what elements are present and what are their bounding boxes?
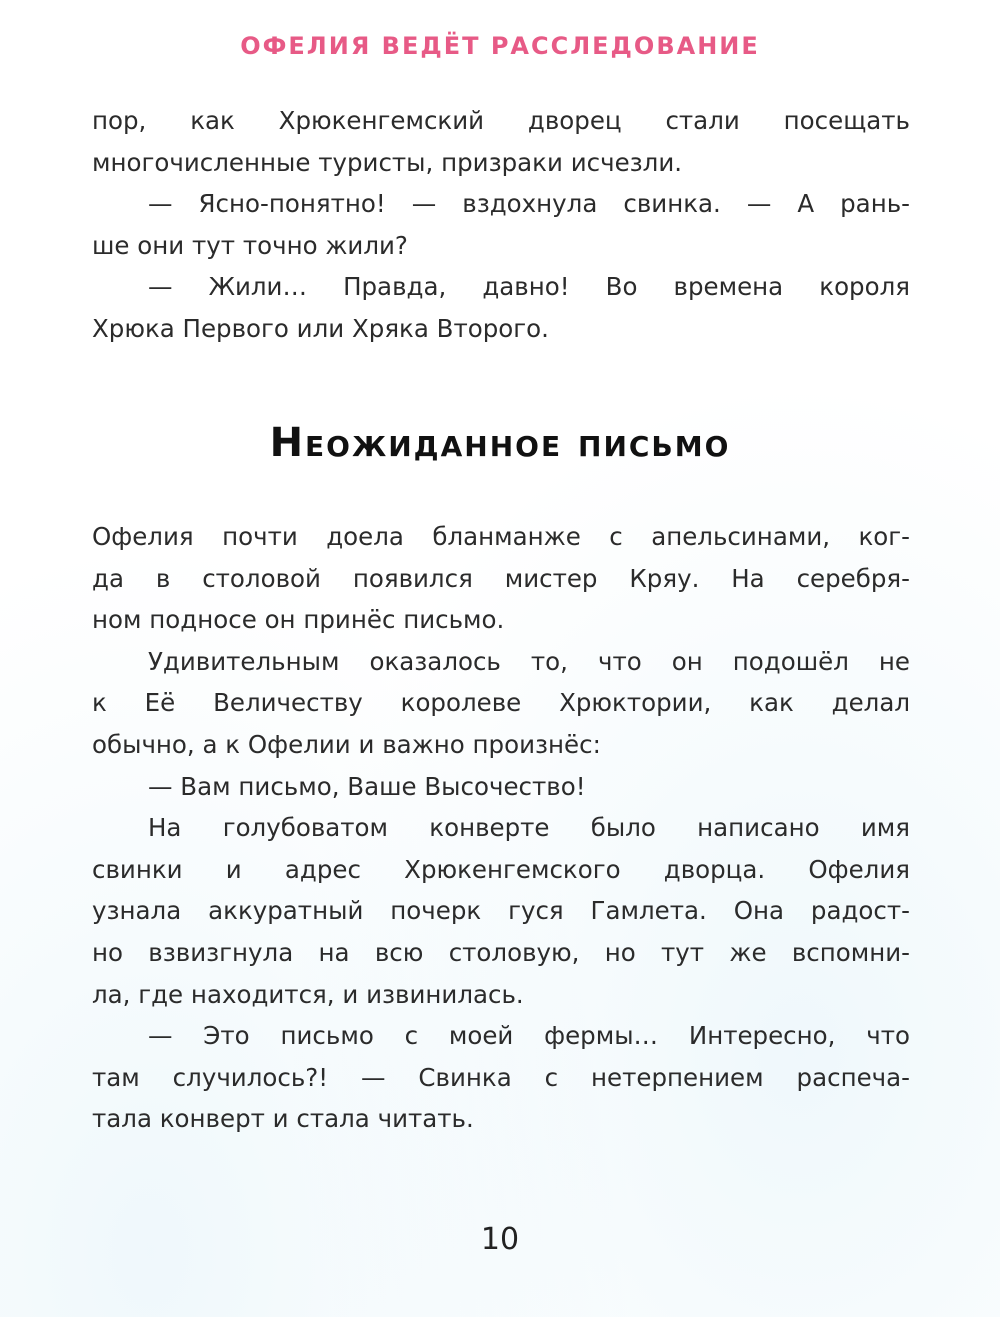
text-line: На голубоватом конверте было написано имя — [148, 813, 910, 843]
text-line: да в столовой появился мистер Кряу. На серебря- — [92, 563, 910, 593]
top-paragraphs — [92, 100, 910, 350]
text-line: тала конверт и стала читать. — [92, 1104, 474, 1134]
text-line: — Жили… Правда, давно! Во времена короля — [148, 272, 910, 302]
text-line: ше они тут точно жили? — [92, 230, 408, 260]
text-line: Хрюка Первого или Хряка Второго. — [92, 313, 549, 343]
text-line: там случилось?! — Свинка с нетерпением распеча- — [92, 1062, 910, 1092]
running-head: ОФЕЛИЯ ВЕДЁТ РАССЛЕДОВАНИЕ — [240, 32, 760, 60]
text-line: ла, где находится, и извинилась. — [92, 979, 524, 1009]
text-line: свинки и адрес Хрюкенгемского дворца. Офелия — [92, 854, 910, 884]
text-line: ном подносе он принёс письмо. — [92, 605, 505, 635]
text-line: — Вам письмо, Ваше Высочество! — [148, 771, 586, 801]
text-line: узнала аккуратный почерк гуся Гамлета. Она радост- — [92, 896, 910, 926]
page-number: 10 — [480, 1222, 520, 1257]
text-line: но взвизгнула на всю столовую, но тут же вспомни- — [92, 937, 910, 967]
text-line: Офелия почти доела бланманже с апельсинами, ког- — [92, 522, 910, 551]
main-paragraphs — [92, 516, 910, 1140]
text-line: обычно, а к Офелии и важно произнёс: — [92, 729, 601, 759]
text-line: Удивительным оказалось то, что он подошёл не — [148, 646, 910, 676]
text-line: — Это письмо с моей фермы… Интересно, что — [148, 1021, 910, 1051]
chapter-title: Неожиданное письмо — [269, 420, 731, 466]
text-line: многочисленные туристы, призраки исчезли. — [92, 147, 683, 177]
text-line: — Ясно-понятно! — вздохнула свинка. — А рань- — [148, 189, 910, 219]
text-line: пор, как Хрюкенгемский дворец стали посещать — [92, 106, 910, 135]
text-line: к Её Величеству королеве Хрюктории, как делал — [92, 688, 910, 718]
